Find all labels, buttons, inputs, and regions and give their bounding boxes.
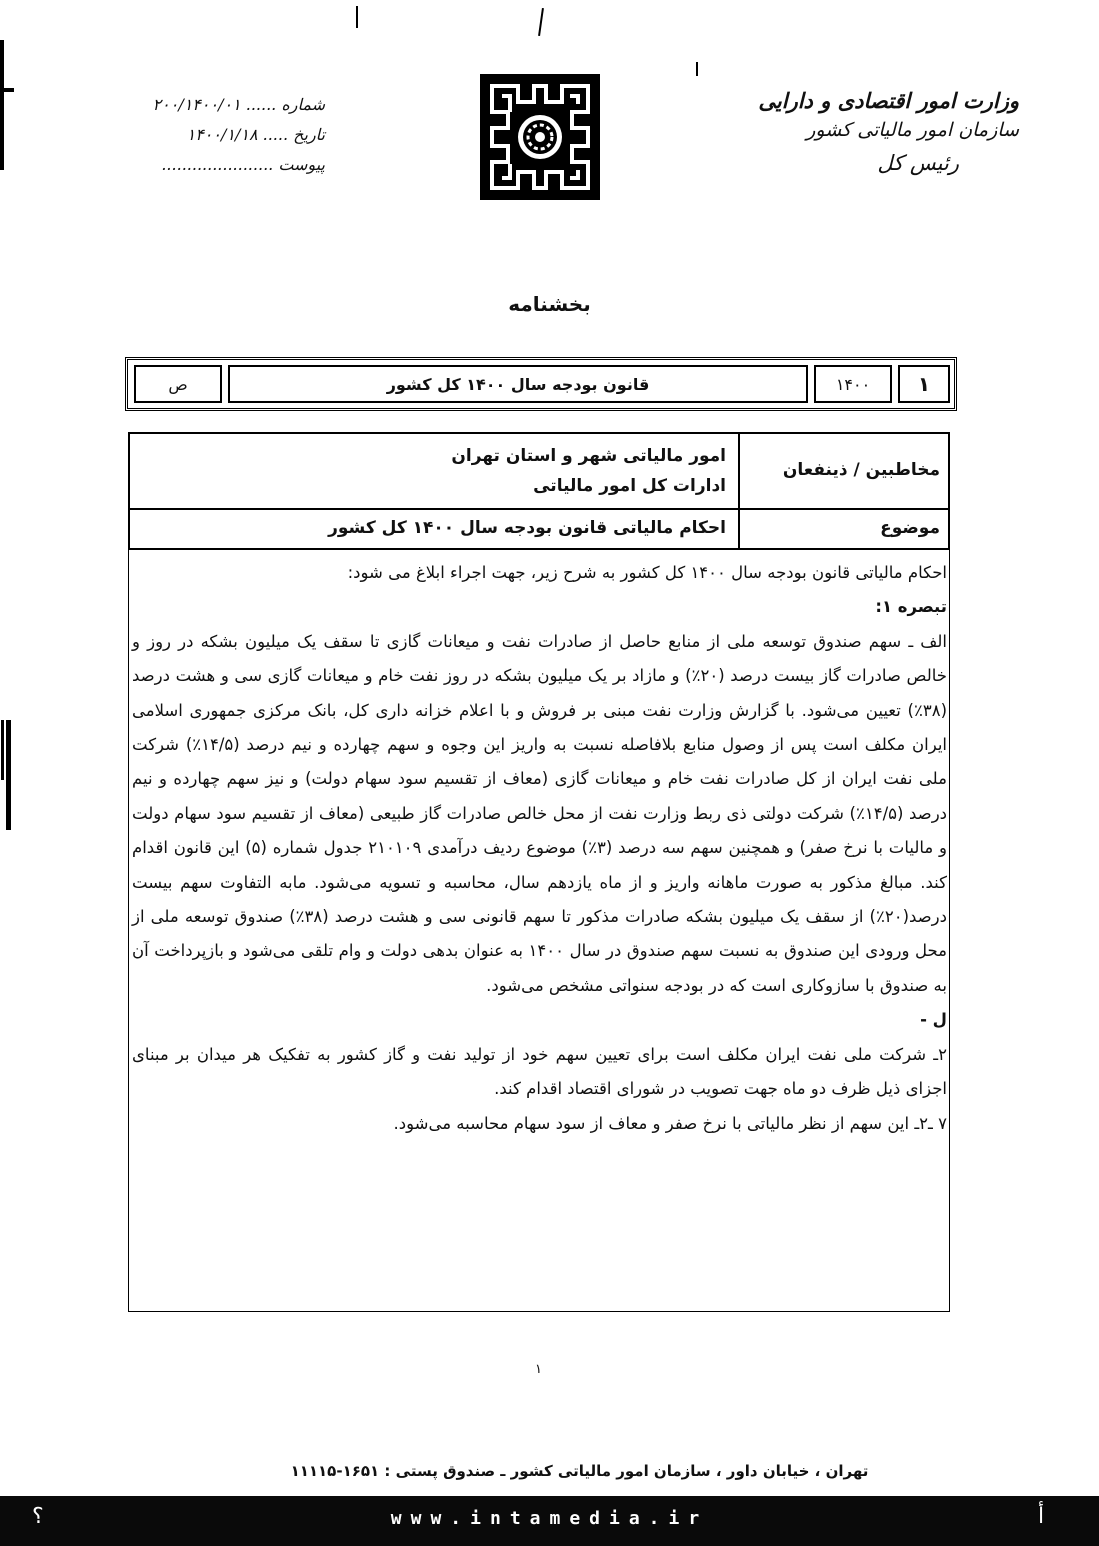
- footer-glyph-left: ؟: [32, 1504, 44, 1529]
- ministry-header: [719, 88, 1019, 175]
- scan-mark: [1, 720, 4, 780]
- position-title: رئیس کل: [877, 151, 959, 175]
- organization-name: سازمان امور مالیاتی کشور: [806, 119, 1019, 141]
- note-heading: تبصره ۱:: [875, 597, 947, 617]
- table-divider: [738, 434, 740, 548]
- letter-number-row: شماره ...... ۲۰۰/۱۴۰۰/۰۱: [152, 95, 325, 114]
- scan-mark: [356, 6, 358, 28]
- subject-label: موضوع: [880, 518, 940, 538]
- recipients-label: مخاطبین / ذینفعان: [782, 460, 940, 480]
- paragraph-7: ۷ ـ۲ـ این سهم از نظر مالیاتی با نرخ صفر و معاف از سود سهام محاسبه می‌شود.: [393, 1113, 947, 1133]
- letter-metadata: [95, 90, 325, 180]
- paragraph-2: ۲ـ شرکت ملی نفت ایران مکلف است برای تعیین سهم خود از تولید نفت و گاز کشور به تفکیک هر میدان بر مبنای اجزای ذیل ظرف دو ماه جهت تصویب در شورای اقتصاد اقدام کند.: [132, 1044, 947, 1099]
- tax-organization-emblem-icon: [478, 72, 602, 202]
- reference-strip: [125, 357, 957, 411]
- paragraph-lam: ل -: [920, 1010, 947, 1030]
- date-value: ۱۴۰۰/۱/۱۸: [186, 125, 258, 144]
- scan-mark: [0, 40, 4, 170]
- reference-cell-code: ص: [134, 365, 222, 403]
- table-divider: [130, 508, 948, 510]
- page-number: ۱: [535, 1362, 542, 1377]
- footer-address-text: تهران ، خیابان داور ، سازمان امور مالیاتی کشور ـ صندوق پستی : ۱۶۵۱-۱۱۱۱۵: [290, 1462, 869, 1480]
- recipients-line-1: امور مالیاتی شهر و استان تهران: [451, 446, 726, 466]
- letter-date-row: تاریخ ..... ۱۴۰۰/۱/۱۸: [186, 125, 325, 144]
- paragraph-alef: الف ـ سهم صندوق توسعه ملی از منابع حاصل از صادرات نفت و میعانات گازی تا سقف یک میلیون بشکه در روز و خالص صادرات گاز بیست درصد (۲۰٪) و مازاد بر یک میلیون بشکه در روز نفت خام و میعانات گازی سی و هشت درصد (۳۸٪) تعیین می‌شود. با گزارش وزارت نفت مبنی بر فروش و با اعلام خزانه داری کل، بانک مرکزی جمهوری اسلامی ایران مکلف است پس از وصول منابع بلافاصله نسبت به واریز این وجوه و سهم چهارده و نیم درصد (۱۴/۵٪) شرکت ملی نفت ایران از کل صادرات نفت خام و میعانات گازی (معاف از تقسیم سود سهام دولت) و نیز سهم چهارده و نیم درصد (۱۴/۵٪) شرکت دولتی ذی ربط وزارت نفت از محل خالص صادرات گاز طبیعی (معاف از تقسیم سود سهام دولت و مالیات با نرخ صفر) و همچنین سهم سه درصد (۳٪) موضوع ردیف درآمدی ۲۱۰۱۰۹ جدول شماره (۵) این قانون اقدام کند. مبالغ مذکور به صورت ماهانه واریز و از ماه یازدهم سال، محاسبه و تسویه می‌شود. مابه التفاوت سهم بیست درصد(۲۰٪) از سقف یک میلیون بشکه صادرات مذکور تا سهم قانونی سی و هشت درصد (۳۸٪) صندوق توسعه ملی از محل ورودی این صندوق به نسبت سهم صندوق در سال ۱۴۰۰ به عنوان بدهی دولت و وام تلقی می‌شود و بازپرداخت آن به صندوق با سازوکاری است که در بودجه سنواتی مشخص می‌شود.: [132, 631, 948, 995]
- reference-cell-year: ۱۴۰۰: [814, 365, 892, 403]
- reference-cell-subject: قانون بودجه سال ۱۴۰۰ کل کشور: [228, 365, 808, 403]
- attachment-label: پیوست: [278, 155, 325, 174]
- body-text: [132, 556, 947, 1141]
- document-title: بخشنامه: [508, 292, 591, 316]
- subject-value: احکام مالیاتی قانون بودجه سال ۱۴۰۰ کل کشور: [328, 518, 726, 538]
- footer-address: [0, 1462, 1099, 1480]
- recipients-line-2: ادارات کل امور مالیاتی: [533, 476, 726, 496]
- ministry-name: وزارت امور اقتصادی و دارایی: [758, 88, 1019, 113]
- scan-mark: [6, 720, 11, 830]
- scan-mark: [538, 8, 544, 36]
- letter-attachment-row: [95, 150, 325, 180]
- reference-cell-number: ۱: [898, 365, 950, 403]
- number-label: شماره: [281, 95, 325, 114]
- attachment-dots: ......................: [161, 155, 274, 174]
- date-label: تاریخ: [293, 125, 325, 144]
- scan-mark: [696, 62, 698, 76]
- footer-glyph-right: أ: [1038, 1504, 1045, 1529]
- number-value: ۲۰۰/۱۴۰۰/۰۱: [152, 95, 241, 114]
- address-table: [128, 432, 950, 550]
- footer-website-link[interactable]: www.intamedia.ir: [390, 1508, 709, 1529]
- body-intro: احکام مالیاتی قانون بودجه سال ۱۴۰۰ کل کشور به شرح زیر، جهت اجراء ابلاغ می شود:: [347, 563, 947, 582]
